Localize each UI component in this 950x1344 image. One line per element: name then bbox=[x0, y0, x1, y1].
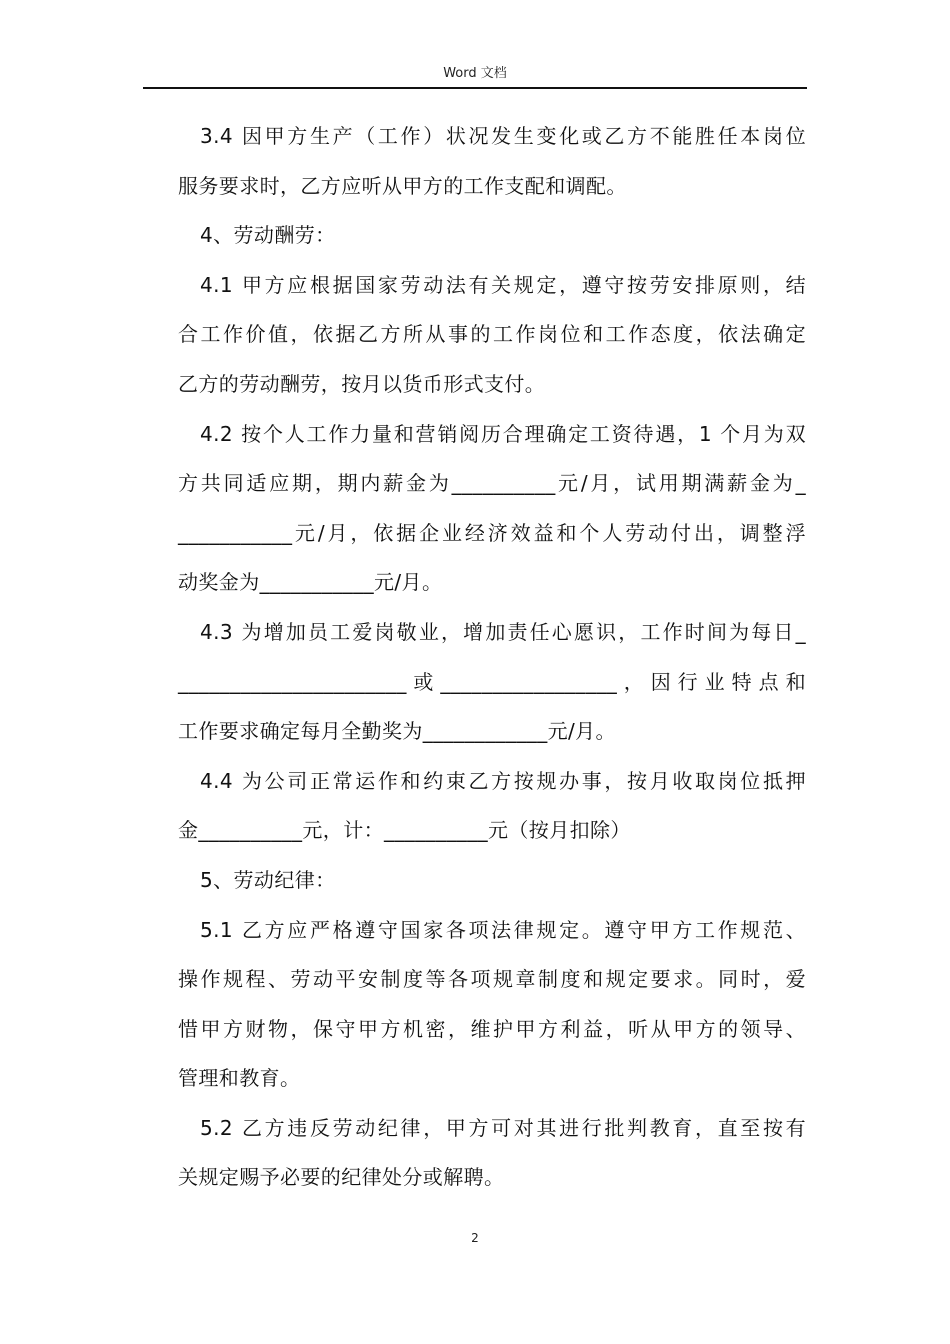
paragraph-line: ______________________或_________________，因行业特点和 bbox=[178, 669, 806, 694]
paragraph-line: 5.2 乙方违反劳动纪律，甲方可对其进行批判教育，直至按有 bbox=[200, 1115, 806, 1140]
page-header: Word 文档 bbox=[443, 66, 507, 81]
section-heading: 4、劳动酬劳： bbox=[200, 223, 336, 248]
paragraph-line: 乙方的劳动酬劳，按月以货币形式支付。 bbox=[178, 371, 546, 396]
paragraph-line: 3.4 因甲方生产（工作）状况发生变化或乙方不能胜任本岗位 bbox=[200, 124, 806, 148]
paragraph-line: 4.2 按个人工作力量和营销阅历合理确定工资待遇，1 个月为双 bbox=[200, 421, 806, 446]
paragraph-line: 服务要求时，乙方应听从甲方的工作支配和调配。 bbox=[178, 173, 627, 198]
header-rule bbox=[143, 87, 807, 89]
page-number: 2 bbox=[471, 1231, 479, 1245]
paragraph-line: 操作规程、劳动平安制度等各项规章制度和规定要求。同时，爱 bbox=[178, 967, 806, 992]
paragraph-line: 管理和教育。 bbox=[178, 1066, 301, 1091]
paragraph-line: 合工作价值，依据乙方所从事的工作岗位和工作态度，依法确定 bbox=[178, 322, 806, 347]
paragraph-line: 4.3 为增加员工爱岗敬业，增加责任心愿识，工作时间为每日_ bbox=[200, 619, 806, 644]
paragraph-line: 4.4 为公司正常运作和约束乙方按规办事，按月收取岗位抵押 bbox=[200, 768, 806, 793]
paragraph-line: 关规定赐予必要的纪律处分或解聘。 bbox=[178, 1165, 505, 1190]
paragraph-line: ___________元/月，依据企业经济效益和个人劳动付出，调整浮 bbox=[178, 520, 806, 545]
paragraph-line: 工作要求确定每月全勤奖为____________元/月。 bbox=[178, 719, 616, 744]
section-heading: 5、劳动纪律： bbox=[200, 867, 336, 892]
paragraph-line: 方共同适应期，期内薪金为__________元/月，试用期满薪金为_ bbox=[178, 471, 806, 496]
paragraph-line: 4.1 甲方应根据国家劳动法有关规定，遵守按劳安排原则，结 bbox=[200, 272, 806, 297]
paragraph-line: 惜甲方财物，保守甲方机密，维护甲方利益，听从甲方的领导、 bbox=[178, 1016, 806, 1041]
paragraph-line: 5.1 乙方应严格遵守国家各项法律规定。遵守甲方工作规范、 bbox=[200, 917, 806, 942]
paragraph-line: 动奖金为___________元/月。 bbox=[178, 570, 443, 595]
paragraph-line: 金__________元，计：__________元（按月扣除） bbox=[178, 818, 631, 843]
document-body bbox=[178, 124, 806, 1215]
